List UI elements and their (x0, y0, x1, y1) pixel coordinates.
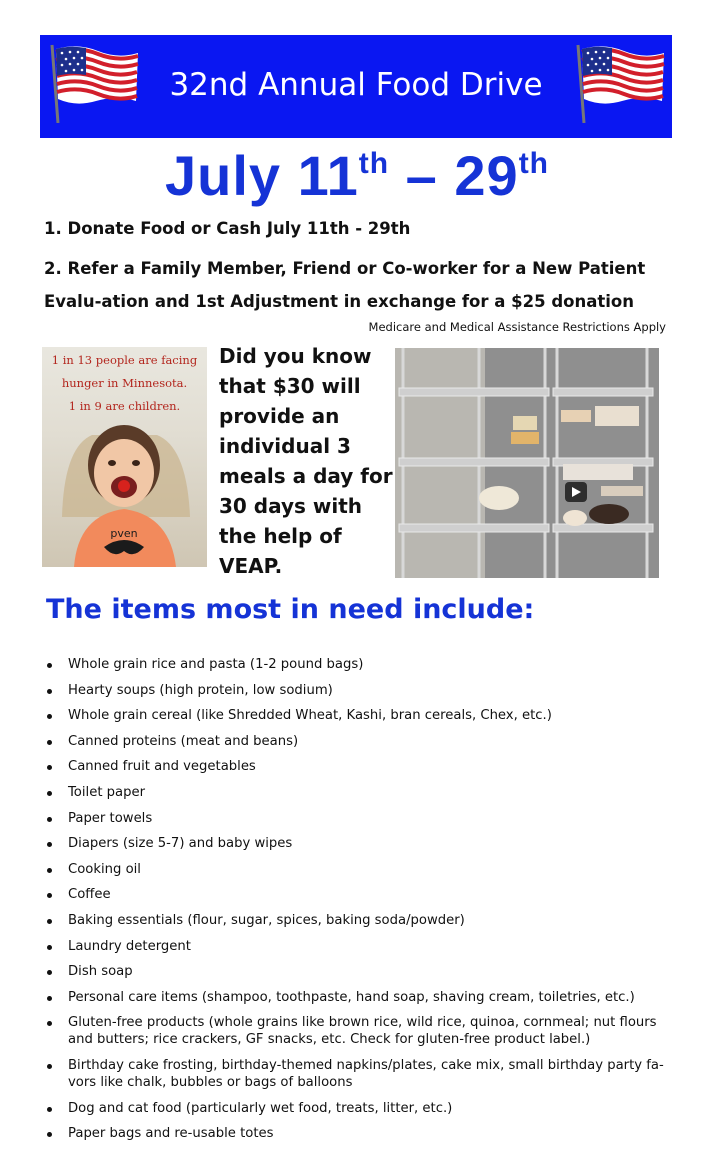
items-heading: The items most in need include: (46, 594, 535, 625)
list-item: Birthday cake frosting, birthday-themed napkins/plates, cake mix, small birthday party fa-vors like chalk, bubbles or bags of balloons (44, 1057, 674, 1091)
list-item: Canned fruit and vegetables (44, 758, 674, 775)
list-item: Paper bags and re-usable totes (44, 1125, 674, 1142)
child-photo (42, 347, 207, 567)
list-item: Hearty soups (high protein, low sodium) (44, 682, 674, 699)
banner-title: 32nd Annual Food Drive (169, 66, 543, 103)
items-list (44, 656, 674, 1151)
did-you-know-text: Did you know that $30 will provide an individual 3 meals a day for 30 days with the help of VEAP. (219, 344, 393, 578)
date-range (0, 146, 714, 206)
date-end: – 29 (389, 144, 519, 207)
child-illustration (42, 347, 207, 567)
list-item: Laundry detergent (44, 938, 674, 955)
shelves-illustration (395, 348, 659, 578)
caption-line: 1 in 9 are children. (68, 399, 181, 413)
caption-line: hunger in Minnesota. (61, 376, 188, 390)
american-flag-icon (48, 43, 140, 123)
restrictions-note: Medicare and Medical Assistance Restrictions Apply (368, 320, 666, 334)
date-end-suffix: th (518, 147, 550, 180)
list-item: Diapers (size 5-7) and baby wipes (44, 835, 674, 852)
list-item: Paper towels (44, 810, 674, 827)
step-refer: 2. Refer a Family Member, Friend or Co-worker for a New Patient Evalu-ation and 1st Adjustment in exchange for a $25 donation (44, 259, 646, 311)
list-item: Gluten-free products (whole grains like brown rice, wild rice, quinoa, cornmeal; nut flours and butters; rice crackers, GF snacks, etc. Check for gluten-free product label.) (44, 1014, 674, 1048)
list-item: Cooking oil (44, 861, 674, 878)
title-banner (40, 35, 672, 138)
list-item: Dog and cat food (particularly wet food, treats, litter, etc.) (44, 1100, 674, 1117)
list-item: Coffee (44, 886, 674, 903)
date-start-suffix: th (358, 147, 390, 180)
list-item: Canned proteins (meat and beans) (44, 733, 674, 750)
list-item: Toilet paper (44, 784, 674, 801)
date-start: July 11 (164, 144, 359, 207)
list-item: Dish soap (44, 963, 674, 980)
caption-line: 1 in 13 people are facing (51, 353, 198, 367)
step-donate: 1. Donate Food or Cash July 11th - 29th (44, 219, 411, 238)
american-flag-icon (574, 43, 666, 123)
shirt-text: pven (110, 527, 138, 540)
pantry-shelves-photo (395, 348, 659, 578)
list-item: Personal care items (shampoo, toothpaste, hand soap, shaving cream, toiletries, etc.) (44, 989, 674, 1006)
list-item: Whole grain cereal (like Shredded Wheat, Kashi, bran cereals, Chex, etc.) (44, 707, 674, 724)
list-item: Whole grain rice and pasta (1-2 pound bags) (44, 656, 674, 673)
list-item: Baking essentials (flour, sugar, spices, baking soda/powder) (44, 912, 674, 929)
